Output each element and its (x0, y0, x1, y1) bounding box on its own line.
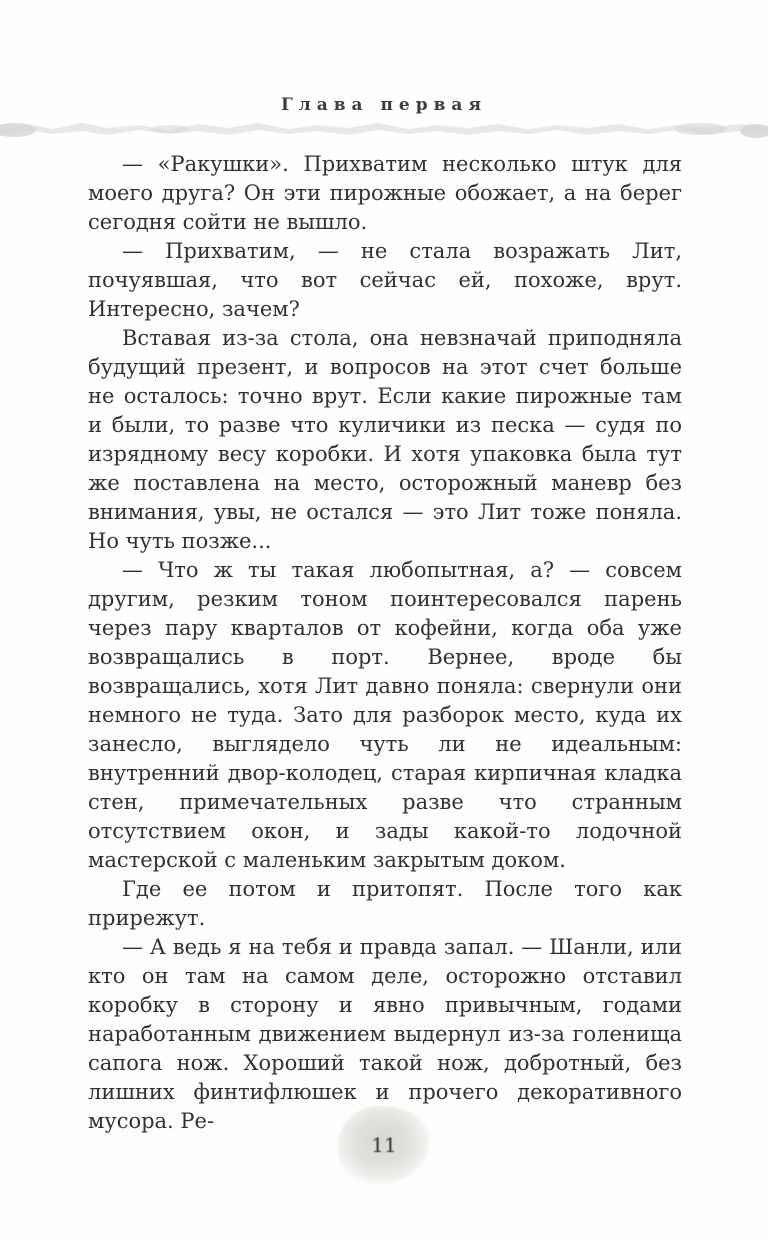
chapter-title: Глава первая (280, 95, 488, 115)
paragraph: — «Ракушки». Прихватим несколько штук для моего друга? Он эти пирожные обожает, а на берег сегодня сойти не вышло. (88, 152, 682, 234)
paragraph: — Что ж ты такая любопытная, а? — совсем другим, резким тоном поинтересовался парень через пару кварталов от кофейни, когда оба уже возвращались в порт. Вернее, вроде бы возвращались, хотя Лит давно поняла: свернули они немного не туда. Зато для разборок место, куда их занесло, выглядело чуть ли не идеальным: внутренний двор-колодец, старая кирпичная кладка стен, примечательных разве что странным отсутствием окон, и зады какой-то лодочной мастерской с маленьким закрытым доком. (88, 558, 682, 872)
page-footer (0, 1106, 768, 1184)
torn-paper-edge (0, 116, 768, 144)
paragraph: Где ее потом и притопят. После того как прирежут. (88, 877, 682, 930)
page-number-blob (338, 1106, 430, 1184)
page-text (88, 150, 682, 1136)
paragraph: — А ведь я на тебя и правда запал. — Шанли, или кто он там на самом деле, осторожно отставил коробку в сторону и явно привычным, годами наработанным движением выдернул из-за голенища сапога нож. Хороший такой нож, добротный, без лишних финтифлюшек и прочего декоративного мусора. Ре- (88, 935, 682, 1133)
paragraph: Вставая из-за стола, она невзначай приподняла будущий презент, и вопросов на этот счет больше не осталось: точно врут. Если какие пирожные там и были, то разве что куличики из песка — судя по изрядному весу коробки. И хотя упаковка была тут же поставлена на место, осторожный маневр без внимания, увы, не остался — это Лит тоже поняла. Но чуть позже... (88, 326, 682, 553)
page-number: 11 (371, 1133, 397, 1157)
paragraph: — Прихватим, — не стала возражать Лит, почуявшая, что вот сейчас ей, похоже, врут. Интересно, зачем? (88, 239, 682, 321)
